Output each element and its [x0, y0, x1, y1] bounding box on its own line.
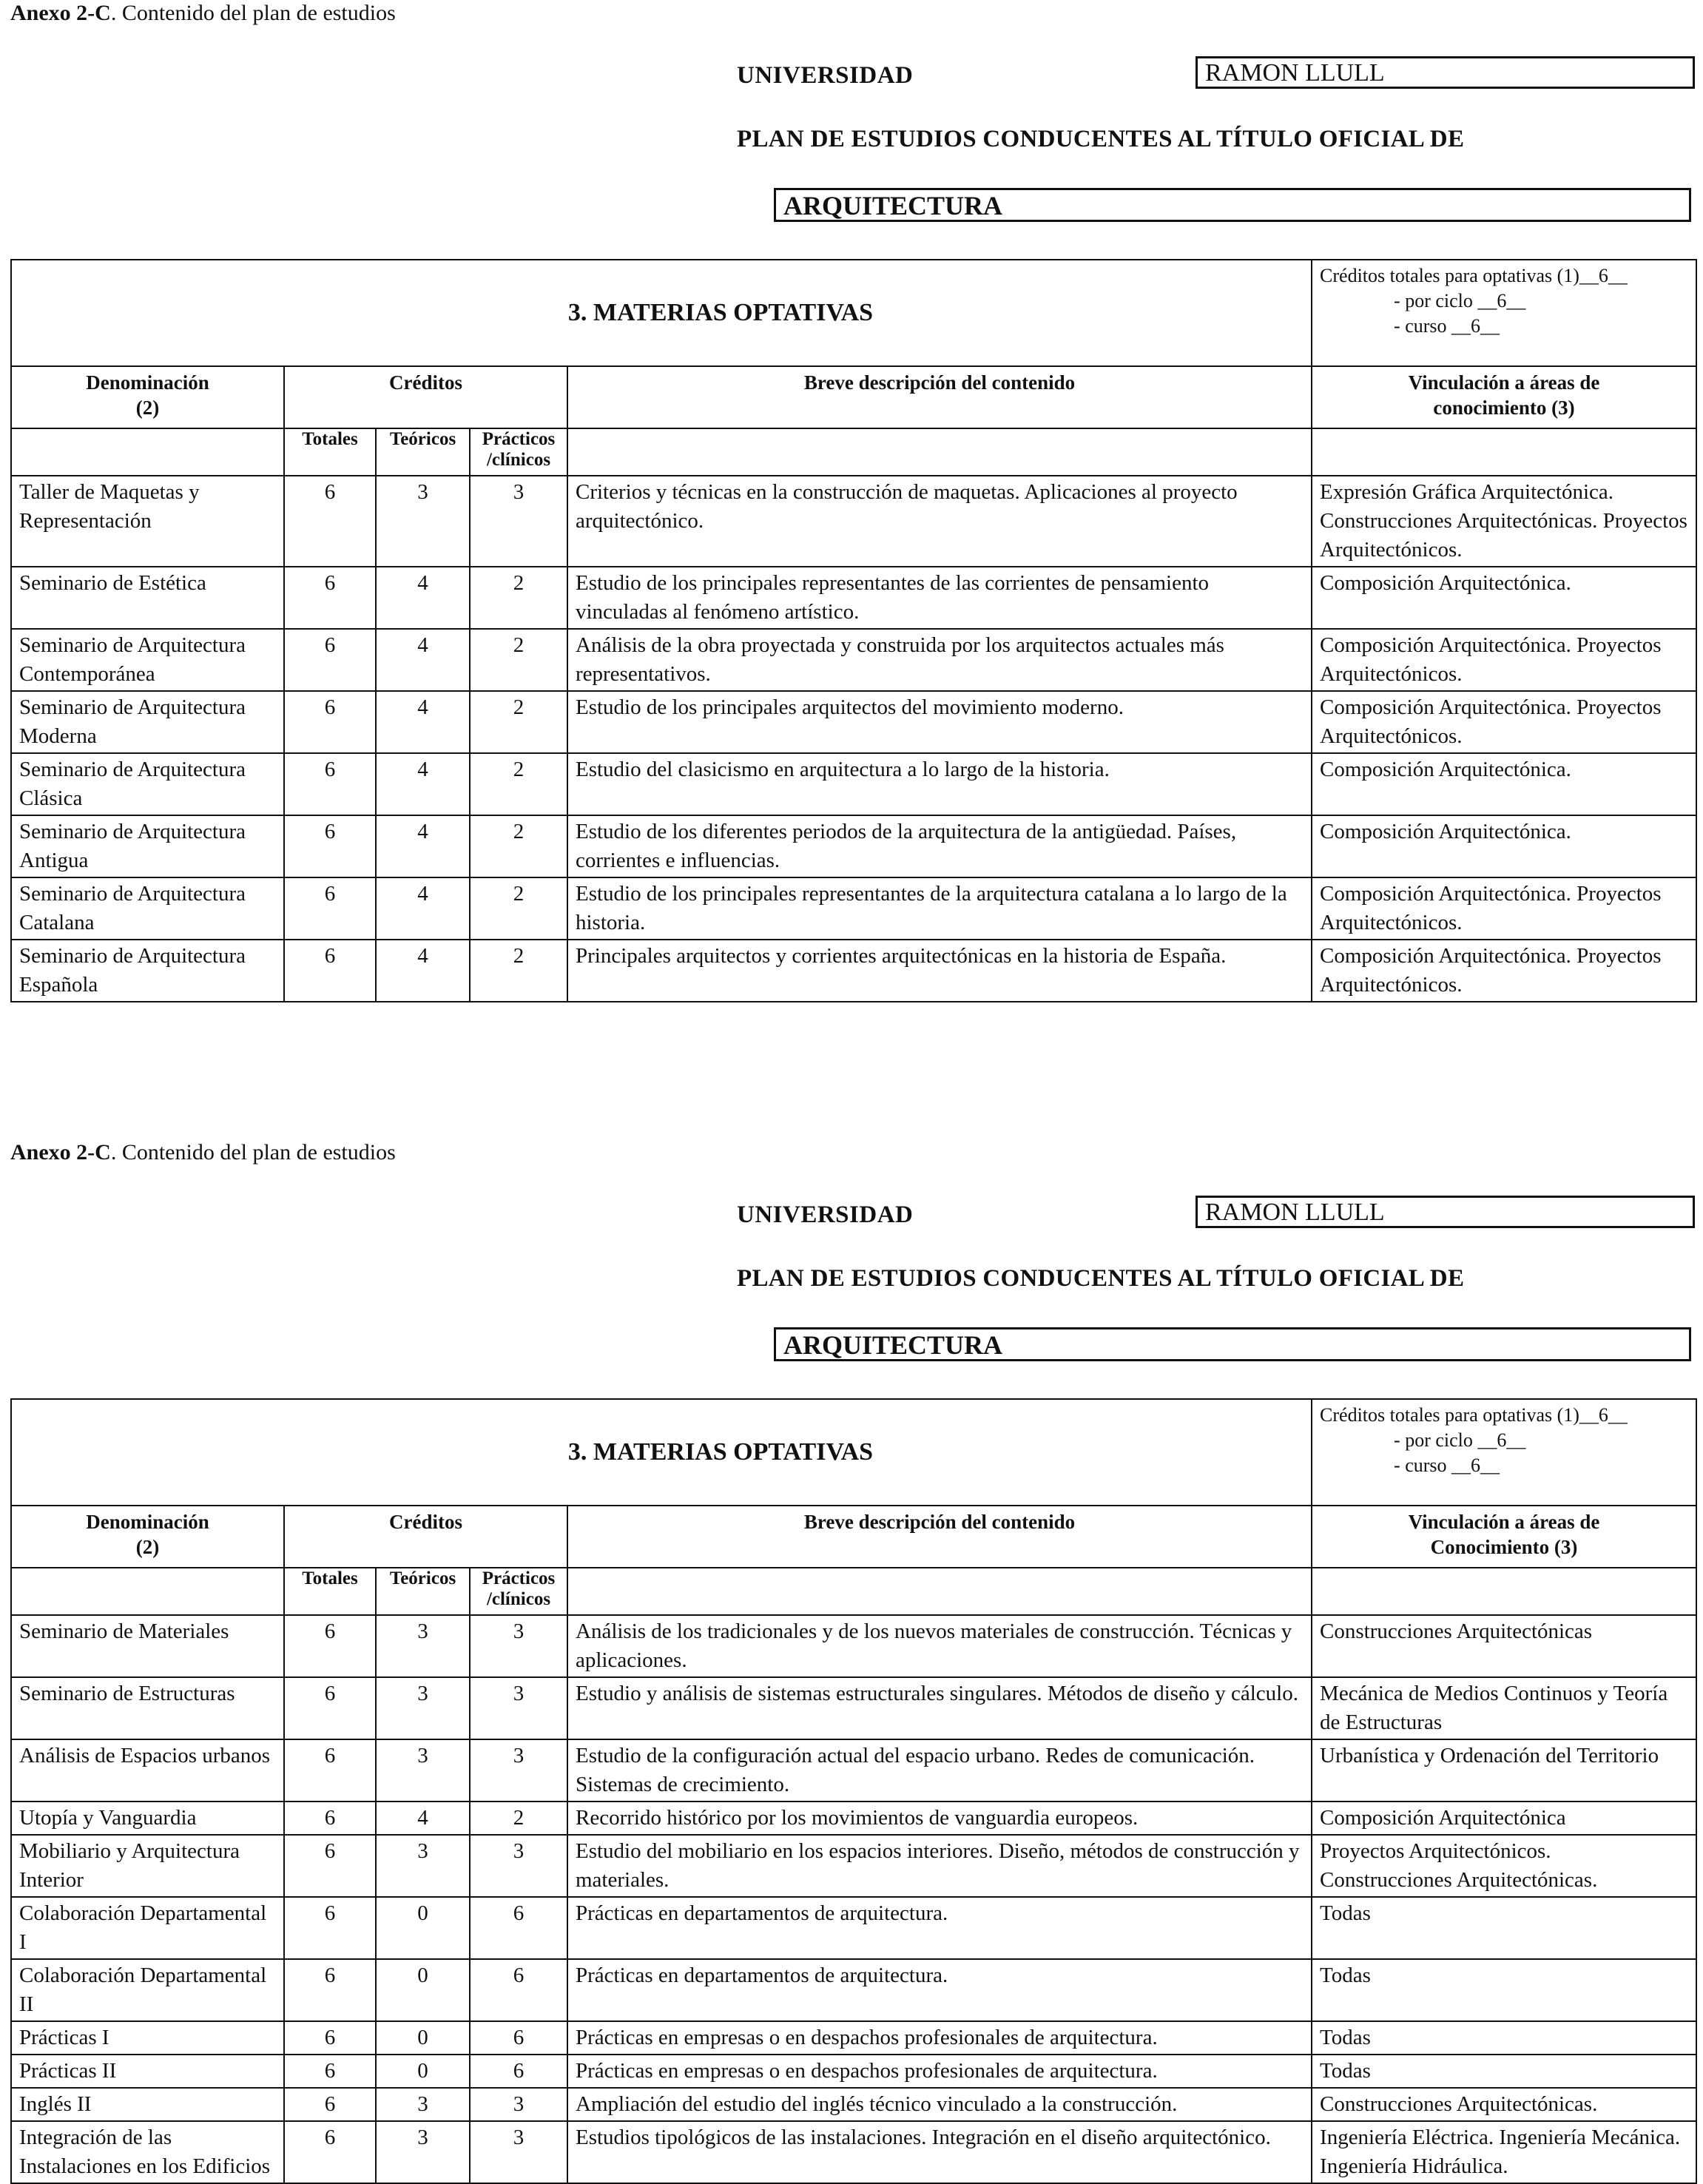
header-credits: Créditos: [284, 366, 567, 428]
credits-total: 6: [284, 940, 376, 1002]
subheader-empty: [11, 1568, 284, 1615]
credits-course-line: - curso __6__: [1394, 1455, 1500, 1476]
subheader-empty: [567, 1568, 1312, 1615]
table-row: [11, 2088, 1696, 2121]
subheader-totals: Totales: [284, 1568, 376, 1615]
knowledge-area: Proyectos Arquitectónicos. Construcciones Arquitectónicas.: [1312, 1835, 1696, 1897]
credits-summary: [1312, 1399, 1696, 1506]
credits-total: 6: [284, 567, 376, 629]
subject-name: Seminario de Arquitectura Antigua: [11, 815, 284, 877]
annex-label: Anexo 2-C: [10, 1140, 111, 1165]
credits-theory: 3: [376, 2088, 470, 2121]
credits-total: 6: [284, 1739, 376, 1802]
credits-total: 6: [284, 2121, 376, 2183]
subject-name: Inglés II: [11, 2088, 284, 2121]
university-value-box: RAMON LLULL: [1196, 1196, 1695, 1228]
table-row: [11, 940, 1696, 1002]
optional-subjects-table: [10, 259, 1697, 1002]
credits-total: 6: [284, 476, 376, 567]
credits-total: 6: [284, 877, 376, 940]
credits-practice: 3: [470, 1677, 567, 1739]
subject-name: Taller de Maquetas y Representación: [11, 476, 284, 567]
subject-name: Mobiliario y Arquitectura Interior: [11, 1835, 284, 1897]
knowledge-area: Composición Arquitectónica. Proyectos Arquitectónicos.: [1312, 629, 1696, 691]
header-area: Vinculación a áreas de conocimiento (3): [1312, 366, 1696, 428]
university-label: UNIVERSIDAD: [737, 62, 914, 89]
table-row: [11, 476, 1696, 567]
knowledge-area: Construcciones Arquitectónicas.: [1312, 2088, 1696, 2121]
knowledge-area: Todas: [1312, 2055, 1696, 2088]
subheader-empty: [1312, 428, 1696, 476]
credits-theory: 4: [376, 815, 470, 877]
header-credits: Créditos: [284, 1506, 567, 1568]
credits-practice: 6: [470, 2055, 567, 2088]
knowledge-area: Expresión Gráfica Arquitectónica. Construcciones Arquitectónicas. Proyectos Arquitectónicos.: [1312, 476, 1696, 567]
header-area: Vinculación a áreas de Conocimiento (3): [1312, 1506, 1696, 1568]
header-description: Breve descripción del contenido: [567, 366, 1312, 428]
credits-theory: 4: [376, 1802, 470, 1835]
subject-description: Prácticas en empresas o en despachos profesionales de arquitectura.: [567, 2021, 1312, 2055]
knowledge-area: Construcciones Arquitectónicas: [1312, 1615, 1696, 1677]
subheader-theory: Teóricos: [376, 428, 470, 476]
credits-practice: 2: [470, 629, 567, 691]
subject-name: Seminario de Estética: [11, 567, 284, 629]
subject-name: Integración de las Instalaciones en los Edificios: [11, 2121, 284, 2183]
credits-practice: 3: [470, 476, 567, 567]
credits-total-line: Créditos totales para optativas (1)__6__: [1320, 265, 1628, 286]
credits-practice: 6: [470, 1897, 567, 1959]
degree-box: ARQUITECTURA: [774, 1327, 1691, 1361]
subheader-empty: [11, 428, 284, 476]
subject-name: Seminario de Arquitectura Moderna: [11, 691, 284, 753]
knowledge-area: Composición Arquitectónica: [1312, 1802, 1696, 1835]
knowledge-area: Urbanística y Ordenación del Territorio: [1312, 1739, 1696, 1802]
table-row: [11, 1802, 1696, 1835]
annex-text: . Contenido del plan de estudios: [110, 1140, 396, 1165]
subject-description: Estudio de los principales arquitectos del movimiento moderno.: [567, 691, 1312, 753]
credits-total: 6: [284, 629, 376, 691]
credits-cycle-line: - por ciclo __6__: [1394, 1429, 1526, 1451]
subject-description: Análisis de los tradicionales y de los nuevos materiales de construcción. Técnicas y aplicaciones.: [567, 1615, 1312, 1677]
knowledge-area: Composición Arquitectónica. Proyectos Arquitectónicos.: [1312, 691, 1696, 753]
credits-practice: 2: [470, 940, 567, 1002]
knowledge-area: Composición Arquitectónica.: [1312, 753, 1696, 815]
header-name: Denominación (2): [11, 1506, 284, 1568]
credits-practice: 3: [470, 2121, 567, 2183]
subject-description: Principales arquitectos y corrientes arquitectónicas en la historia de España.: [567, 940, 1312, 1002]
subject-description: Criterios y técnicas en la construcción de maquetas. Aplicaciones al proyecto arquitectónico.: [567, 476, 1312, 567]
subheader-practice: Prácticos /clínicos: [470, 428, 567, 476]
credits-practice: 2: [470, 753, 567, 815]
subject-name: Seminario de Estructuras: [11, 1677, 284, 1739]
annex-heading: [10, 0, 396, 27]
table-row: [11, 1897, 1696, 1959]
credits-total: 6: [284, 1802, 376, 1835]
optional-subjects-table: [10, 1398, 1697, 2184]
section-title: 3. MATERIAS OPTATIVAS: [11, 260, 1312, 366]
table-row: [11, 815, 1696, 877]
credits-practice: 3: [470, 1615, 567, 1677]
credits-theory: 3: [376, 476, 470, 567]
table-row: [11, 877, 1696, 940]
table-row: [11, 1959, 1696, 2021]
degree-box: ARQUITECTURA: [774, 188, 1691, 222]
credits-total-line: Créditos totales para optativas (1)__6__: [1320, 1404, 1628, 1426]
credits-cycle-line: - por ciclo __6__: [1394, 290, 1526, 311]
table-row: [11, 629, 1696, 691]
credits-practice: 3: [470, 2088, 567, 2121]
knowledge-area: Composición Arquitectónica.: [1312, 567, 1696, 629]
credits-theory: 3: [376, 1739, 470, 1802]
subject-name: Colaboración Departamental I: [11, 1897, 284, 1959]
annex-label: Anexo 2-C: [10, 1, 111, 25]
credits-theory: 3: [376, 1835, 470, 1897]
credits-practice: 6: [470, 2021, 567, 2055]
subject-name: Seminario de Arquitectura Contemporánea: [11, 629, 284, 691]
table-row: [11, 1739, 1696, 1802]
plan-title: PLAN DE ESTUDIOS CONDUCENTES AL TÍTULO OFICIAL DE: [737, 126, 1465, 152]
table-row: [11, 691, 1696, 753]
subject-name: Seminario de Materiales: [11, 1615, 284, 1677]
credits-total: 6: [284, 2088, 376, 2121]
table-row: [11, 1835, 1696, 1897]
knowledge-area: Mecánica de Medios Continuos y Teoría de Estructuras: [1312, 1677, 1696, 1739]
table-row: [11, 1677, 1696, 1739]
subject-description: Estudio del mobiliario en los espacios interiores. Diseño, métodos de construcción y materiales.: [567, 1835, 1312, 1897]
knowledge-area: Composición Arquitectónica. Proyectos Arquitectónicos.: [1312, 877, 1696, 940]
credits-theory: 3: [376, 1677, 470, 1739]
credits-practice: 2: [470, 1802, 567, 1835]
subject-name: Análisis de Espacios urbanos: [11, 1739, 284, 1802]
annex-text: . Contenido del plan de estudios: [110, 1, 396, 25]
table-row: [11, 2021, 1696, 2055]
credits-total: 6: [284, 1959, 376, 2021]
credits-total: 6: [284, 691, 376, 753]
knowledge-area: Composición Arquitectónica.: [1312, 815, 1696, 877]
table-row: [11, 753, 1696, 815]
table-row: [11, 2055, 1696, 2088]
credits-practice: 6: [470, 1959, 567, 2021]
credits-theory: 3: [376, 1615, 470, 1677]
credits-theory: 4: [376, 877, 470, 940]
subject-name: Utopía y Vanguardia: [11, 1802, 284, 1835]
subject-name: Colaboración Departamental II: [11, 1959, 284, 2021]
knowledge-area: Composición Arquitectónica. Proyectos Arquitectónicos.: [1312, 940, 1696, 1002]
credits-total: 6: [284, 753, 376, 815]
subheader-empty: [1312, 1568, 1696, 1615]
subject-description: Recorrido histórico por los movimientos de vanguardia europeos.: [567, 1802, 1312, 1835]
subject-description: Estudio de los diferentes periodos de la arquitectura de la antigüedad. Países, corrientes e influencias.: [567, 815, 1312, 877]
credits-practice: 3: [470, 1739, 567, 1802]
credits-total: 6: [284, 2021, 376, 2055]
plan-title: PLAN DE ESTUDIOS CONDUCENTES AL TÍTULO OFICIAL DE: [737, 1265, 1465, 1292]
header-name: Denominación (2): [11, 366, 284, 428]
university-label: UNIVERSIDAD: [737, 1201, 914, 1228]
header-description: Breve descripción del contenido: [567, 1506, 1312, 1568]
credits-theory: 4: [376, 753, 470, 815]
subject-description: Estudio de la configuración actual del espacio urbano. Redes de comunicación. Sistemas de crecimiento.: [567, 1739, 1312, 1802]
subject-description: Prácticas en empresas o en despachos profesionales de arquitectura.: [567, 2055, 1312, 2088]
subject-name: Prácticas II: [11, 2055, 284, 2088]
subheader-totals: Totales: [284, 428, 376, 476]
credits-total: 6: [284, 815, 376, 877]
table-row: [11, 1615, 1696, 1677]
subject-description: Estudio de los principales representantes de las corrientes de pensamiento vinculadas al fenómeno artístico.: [567, 567, 1312, 629]
credits-total: 6: [284, 1835, 376, 1897]
credits-total: 6: [284, 1897, 376, 1959]
knowledge-area: Todas: [1312, 1959, 1696, 2021]
subject-description: Ampliación del estudio del inglés técnico vinculado a la construcción.: [567, 2088, 1312, 2121]
subject-description: Estudio y análisis de sistemas estructurales singulares. Métodos de diseño y cálculo.: [567, 1677, 1312, 1739]
credits-practice: 2: [470, 691, 567, 753]
subheader-theory: Teóricos: [376, 1568, 470, 1615]
knowledge-area: Todas: [1312, 2021, 1696, 2055]
credits-total: 6: [284, 1677, 376, 1739]
university-value-box: RAMON LLULL: [1196, 56, 1695, 89]
credits-theory: 4: [376, 940, 470, 1002]
subheader-empty: [567, 428, 1312, 476]
knowledge-area: Ingeniería Eléctrica. Ingeniería Mecánica. Ingeniería Hidráulica.: [1312, 2121, 1696, 2183]
credits-theory: 4: [376, 691, 470, 753]
subject-name: Prácticas I: [11, 2021, 284, 2055]
credits-total: 6: [284, 1615, 376, 1677]
subject-description: Estudio del clasicismo en arquitectura a lo largo de la historia.: [567, 753, 1312, 815]
credits-theory: 4: [376, 629, 470, 691]
credits-practice: 2: [470, 567, 567, 629]
annex-heading: [10, 1139, 396, 1166]
section-title: 3. MATERIAS OPTATIVAS: [11, 1399, 1312, 1506]
subject-name: Seminario de Arquitectura Clásica: [11, 753, 284, 815]
credits-theory: 0: [376, 1959, 470, 2021]
table-row: [11, 567, 1696, 629]
subheader-practice: Prácticos /clínicos: [470, 1568, 567, 1615]
credits-theory: 4: [376, 567, 470, 629]
credits-practice: 3: [470, 1835, 567, 1897]
credits-course-line: - curso __6__: [1394, 315, 1500, 337]
knowledge-area: Todas: [1312, 1897, 1696, 1959]
credits-theory: 0: [376, 1897, 470, 1959]
credits-total: 6: [284, 2055, 376, 2088]
subject-description: Prácticas en departamentos de arquitectura.: [567, 1897, 1312, 1959]
subject-description: Prácticas en departamentos de arquitectura.: [567, 1959, 1312, 2021]
subject-name: Seminario de Arquitectura Catalana: [11, 877, 284, 940]
subject-description: Estudio de los principales representantes de la arquitectura catalana a lo largo de la historia.: [567, 877, 1312, 940]
credits-theory: 0: [376, 2021, 470, 2055]
credits-summary: [1312, 260, 1696, 366]
credits-practice: 2: [470, 877, 567, 940]
subject-name: Seminario de Arquitectura Española: [11, 940, 284, 1002]
subject-description: Análisis de la obra proyectada y construida por los arquitectos actuales más representativos.: [567, 629, 1312, 691]
credits-theory: 3: [376, 2121, 470, 2183]
subject-description: Estudios tipológicos de las instalaciones. Integración en el diseño arquitectónico.: [567, 2121, 1312, 2183]
credits-practice: 2: [470, 815, 567, 877]
credits-theory: 0: [376, 2055, 470, 2088]
table-row: [11, 2121, 1696, 2183]
